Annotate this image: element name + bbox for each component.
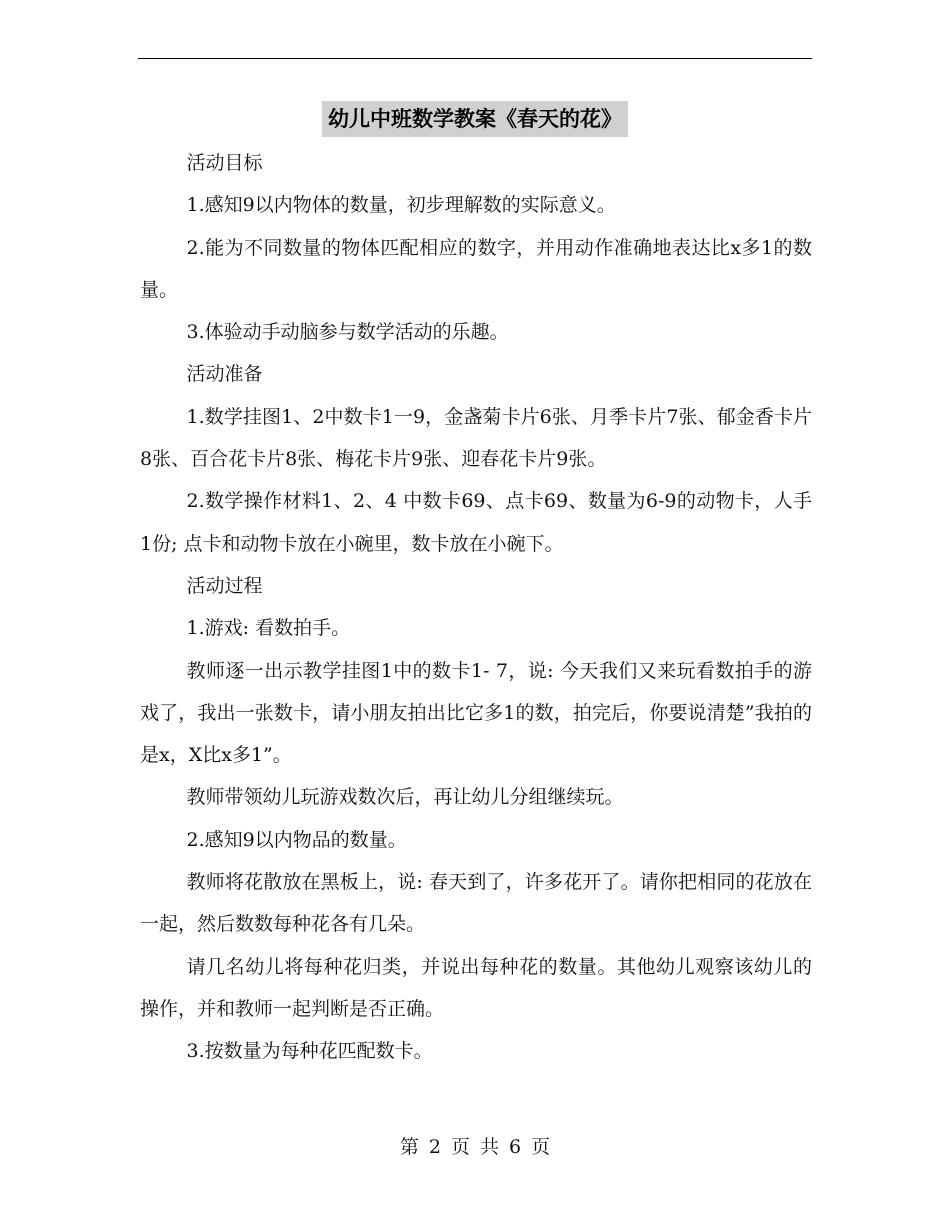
prep-item-2: 2.数学操作材料1、2、4 中数卡69、点卡69、数量为6-9的动物卡，人手1份; 点卡和动物卡放在小碗里，数卡放在小碗下。 bbox=[140, 490, 812, 555]
process-paragraph-2b: 请几名幼儿将每种花归类，并说出每种花的数量。其他幼儿观察该幼儿的操作，并和教师一起判断是否正确。 bbox=[140, 955, 812, 1020]
process-paragraph-2a: 教师将花散放在黑板上，说: 春天到了，许多花开了。请你把相同的花放在一起，然后数数每种花各有几朵。 bbox=[140, 871, 812, 936]
process-item-1: 1.游戏: 看数拍手。 bbox=[186, 617, 351, 640]
document-title-wrapper bbox=[0, 96, 950, 137]
section-heading-goals: 活动目标 bbox=[186, 152, 263, 174]
prep-item-1: 1.数学挂图1、2中数卡1一9，金盏菊卡片6张、月季卡片7张、郁金香卡片8张、百合花卡片8张、梅花卡片9张、迎春花卡片9张。 bbox=[140, 405, 812, 471]
document-title: 幼儿中班数学教案《春天的花》 bbox=[322, 101, 628, 137]
header-rule bbox=[138, 58, 812, 59]
document-body bbox=[140, 142, 812, 1073]
goal-item-3: 3.体验动手动脑参与数学活动的乐趣。 bbox=[186, 321, 509, 344]
section-heading-process: 活动过程 bbox=[186, 574, 263, 597]
process-item-2: 2.感知9以内物品的数量。 bbox=[186, 828, 407, 851]
goal-item-1: 1.感知9以内物体的数量，初步理解数的实际意义。 bbox=[186, 194, 616, 217]
goal-item-2: 2.能为不同数量的物体匹配相应的数字，并用动作准确地表达比x多1的数量。 bbox=[140, 236, 812, 301]
section-heading-prep: 活动准备 bbox=[186, 363, 263, 386]
process-paragraph-1b: 教师带领幼儿玩游戏数次后，再让幼儿分组继续玩。 bbox=[186, 786, 624, 809]
process-item-3: 3.按数量为每种花匹配数卡。 bbox=[186, 1040, 433, 1063]
process-paragraph-1a: 教师逐一出示教学挂图1中的数卡1- 7，说: 今天我们又来玩看数拍手的游戏了，我出一张数卡，请小朋友拍出比它多1的数，拍完后，你要说清楚”我拍的是x，X比x多1”。 bbox=[140, 659, 812, 767]
page-number-footer: 第 2 页 共 6 页 bbox=[399, 1136, 551, 1158]
